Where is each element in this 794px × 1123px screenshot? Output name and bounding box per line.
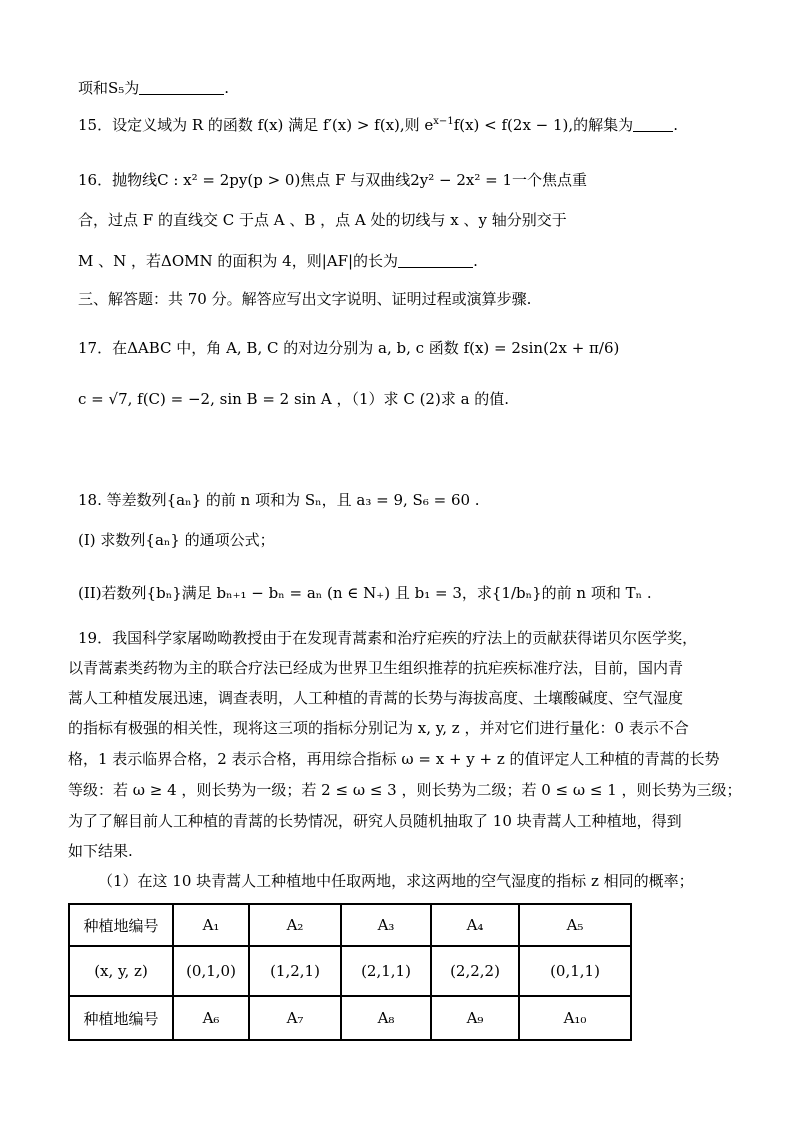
question-19-line6: 等级：若 ω ≥ 4 ，则长势为一级；若 2 ≤ ω ≤ 3 ，则长势为二级；若 0 ≤ ω ≤ 1 ，则长势为三级； bbox=[68, 781, 742, 799]
question-19-line2: 以青蒿素类药物为主的联合疗法已经成为世界卫生组织推荐的抗疟疾标准疗法，目前，国内青 bbox=[68, 659, 684, 677]
question-18-line3: (II)若数列{bₙ}满足 bₙ₊₁ − bₙ = aₙ (n ∈ N₊) 且 b₁ = 3，求{1/bₙ}的前 n 项和 Tₙ . bbox=[78, 584, 652, 602]
q14-tail: 项和S₅为 . bbox=[78, 79, 230, 97]
question-18-line1: 18. 等差数列{aₙ} 的前 n 项和为 Sₙ，且 a₃ = 9, S₆ = 60 . bbox=[78, 491, 480, 509]
planting-table bbox=[68, 903, 632, 1041]
question-16-line2: 合，过点 F 的直线交 C 于点 A 、B ，点 A 处的切线与 x 、y 轴分别交于 bbox=[78, 211, 567, 229]
answer-blank-14[interactable] bbox=[139, 80, 224, 95]
question-19-line3: 蒿人工种植发展迅速，调查表明，人工种植的青蒿的长势与海拔高度、土壤酸碱度、空气湿度 bbox=[68, 689, 684, 707]
answer-blank-15[interactable] bbox=[633, 117, 673, 132]
question-18-line2: (I) 求数列{aₙ} 的通项公式； bbox=[78, 531, 275, 549]
question-15: 15．设定义域为 R 的函数 f(x) 满足 f′(x) > f(x),则 $e^{x-1}f(x) < f(2x - 1)$,的解集为 . bbox=[78, 116, 678, 134]
table-row: (x, y, z) (0,1,0) (1,2,1) (2,1,1) (2,2,2) (0,1,1) bbox=[69, 946, 631, 996]
question-19-line1: 19．我国科学家屠呦呦教授由于在发现青蒿素和治疗疟疾的疗法上的贡献获得诺贝尔医学奖， bbox=[78, 629, 698, 647]
question-17-line1: 17．在ΔABC 中，角 A, B, C 的对边分别为 a, b, c 函数 f(x) = 2sin(2x + π/6) bbox=[78, 339, 620, 357]
q14-text: 项和S₅为 bbox=[78, 79, 140, 97]
question-19-line8: 如下结果. bbox=[68, 842, 133, 860]
question-19-line4: 的指标有极强的相关性，现将这三项的指标分别记为 x, y, z ，并对它们进行量化：0 表示不合 bbox=[68, 719, 689, 737]
question-16-line3: M 、N ，若ΔOMN 的面积为 4，则|AF|的长为 . bbox=[78, 252, 478, 270]
question-19-line5: 格，1 表示临界合格，2 表示合格，再用综合指标 ω = x + y + z 的值评定人工种植的青蒿的长势 bbox=[68, 750, 720, 768]
question-19-line7: 为了了解目前人工种植的青蒿的长势情况，研究人员随机抽取了 10 块青蒿人工种植地，得到 bbox=[68, 812, 682, 830]
table-row: 种植地编号 A₁ A₂ A₃ A₄ A₅ bbox=[69, 904, 631, 946]
question-17-line2: c = √7, f(C) = −2, sin B = 2 sin A ，（1）求 C (2)求 a 的值. bbox=[78, 390, 510, 408]
answer-blank-16[interactable] bbox=[398, 253, 473, 268]
question-16-line1: 16．抛物线C : x² = 2py(p > 0)焦点 F 与双曲线2y² − 2x² = 1一个焦点重 bbox=[78, 171, 588, 189]
section-3-heading: 三、解答题：共 70 分。解答应写出文字说明、证明过程或演算步骤. bbox=[78, 290, 532, 308]
question-19-part1: （1）在这 10 块青蒿人工种植地中任取两地，求这两地的空气湿度的指标 z 相同的概率； bbox=[98, 872, 694, 890]
table-row: 种植地编号 A₆ A₇ A₈ A₉ A₁₀ bbox=[69, 996, 631, 1040]
